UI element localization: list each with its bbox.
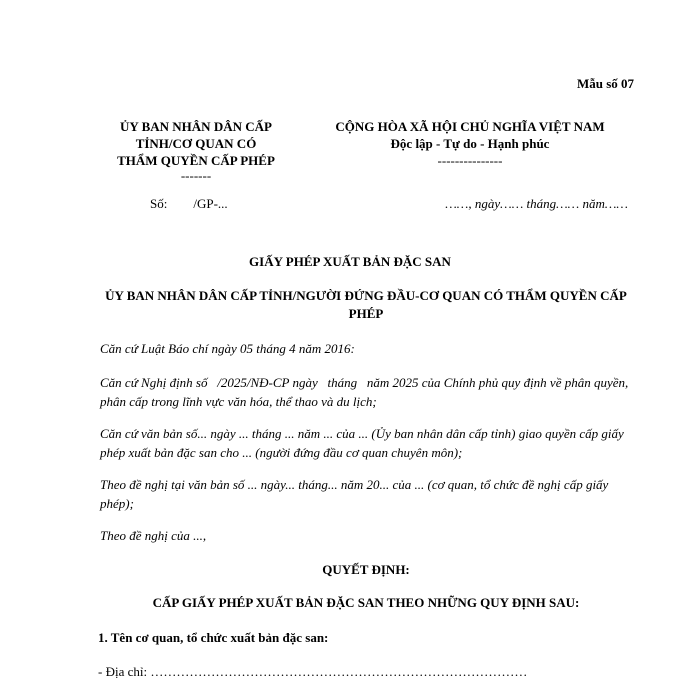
decision-heading: QUYẾT ĐỊNH:: [322, 562, 410, 577]
issuing-authority-header: [96, 118, 296, 183]
issuer-title: ỦY BAN NHÂN DÂN CẤP TỈNH/NGƯỜI ĐỨNG ĐẦU-CƠ QUAN CÓ THẨM QUYỀN CẤP PHÉP: [105, 288, 627, 321]
legal-basis-paragraph: Theo đề nghị của ...,: [100, 528, 207, 543]
address-field: - Địa chỉ: ……………………………………………………………………………: [98, 664, 528, 679]
document-number: Số: /GP-...: [150, 196, 228, 211]
legal-basis-paragraph: Căn cứ văn bản số... ngày ... tháng ... năm ... của ... (Ủy ban nhân dân cấp tỉnh) giao quyền cấp giấy phép xuất bản đặc san cho ... (người đứng đầu cơ quan chuyên môn);: [100, 426, 624, 460]
section-1-heading: 1. Tên cơ quan, tổ chức xuất bản đặc san:: [98, 630, 329, 645]
authority-divider: -------: [180, 168, 212, 183]
national-motto: Độc lập - Tự do - Hạnh phúc: [390, 136, 550, 151]
legal-basis-paragraph: Căn cứ Nghị định số /2025/NĐ-CP ngày tháng năm 2025 của Chính phủ quy định về phân quyền, phân cấp trong lĩnh vực văn hóa, thể thao và du lịch;: [100, 375, 632, 409]
legal-basis-paragraph: Căn cứ Luật Báo chí ngày 05 tháng 4 năm 2016:: [100, 341, 355, 356]
national-header: [300, 118, 640, 169]
authority-line-2: TỈNH/CƠ QUAN CÓ: [135, 136, 257, 151]
document-title: GIẤY PHÉP XUẤT BẢN ĐẶC SAN: [249, 254, 451, 269]
document-date: ……, ngày…… tháng…… năm……: [445, 196, 628, 211]
form-number: Mẫu số 07: [576, 76, 634, 91]
authority-line-1: ỦY BAN NHÂN DÂN CẤP: [120, 119, 272, 134]
grant-heading: CẤP GIẤY PHÉP XUẤT BẢN ĐẶC SAN THEO NHỮNG QUY ĐỊNH SAU:: [152, 595, 580, 610]
authority-line-3: THẨM QUYỀN CẤP PHÉP: [117, 153, 275, 168]
country-name: CỘNG HÒA XÃ HỘI CHỦ NGHĨA VIỆT NAM: [335, 119, 605, 134]
motto-divider: ---------------: [437, 153, 503, 168]
legal-basis-paragraph: Theo đề nghị tại văn bản số ... ngày... tháng... năm 20... của ... (cơ quan, tổ chức đề nghị cấp giấy phép);: [100, 477, 609, 511]
